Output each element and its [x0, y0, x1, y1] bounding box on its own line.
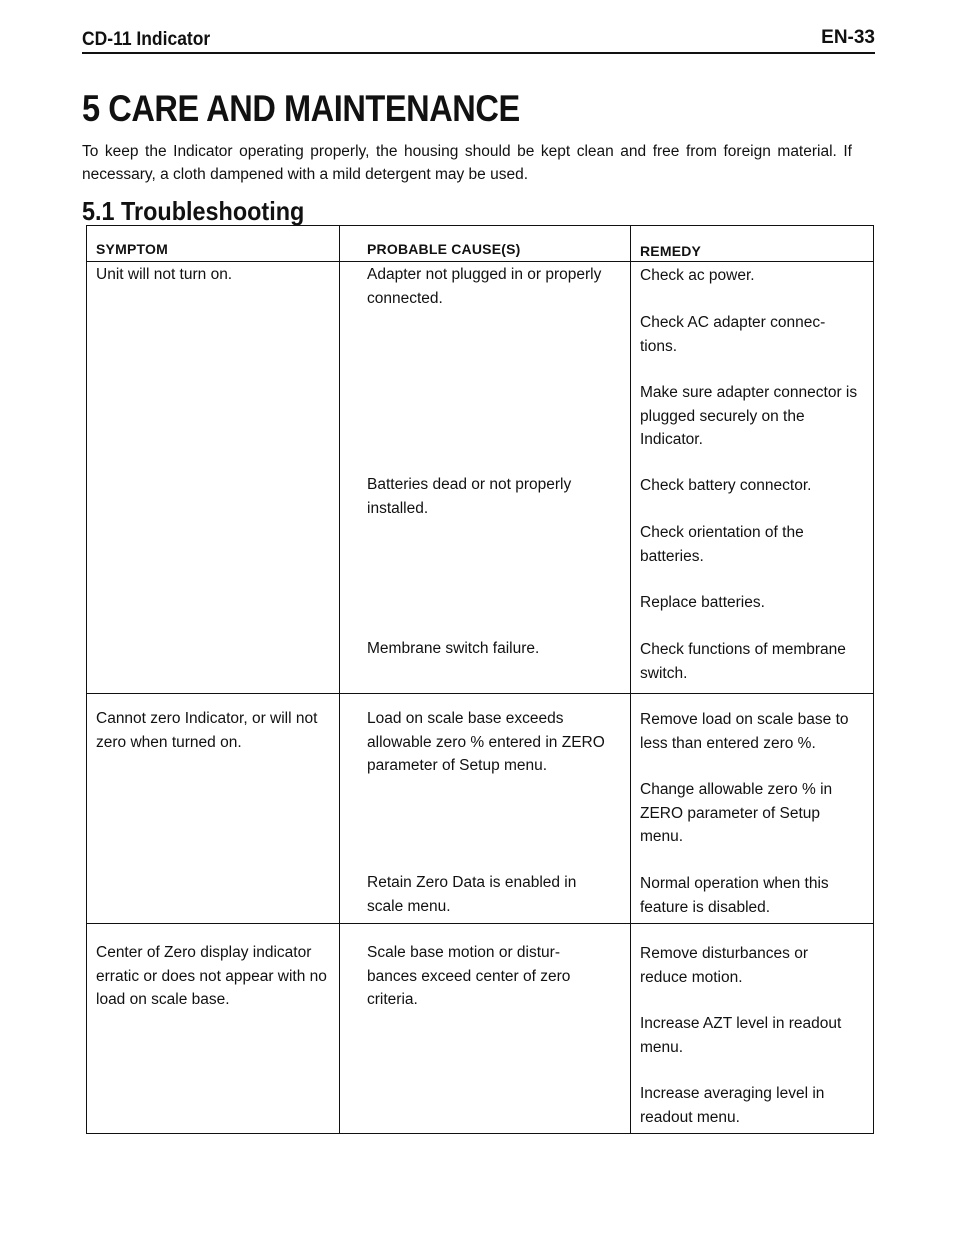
row1-remedy-4: Check battery connector. — [640, 477, 812, 494]
row1-remedy-2: Check AC adapter connec-tions. — [640, 314, 826, 355]
row1-cause-2: Batteries dead or not properly installed. — [367, 476, 572, 517]
row2-symptom: Cannot zero Indicator, or will not zero when turned on. — [96, 710, 318, 751]
row-divider — [87, 923, 873, 924]
row2-remedy-3: Normal operation when this feature is disabled. — [640, 875, 829, 916]
section-title: 5.1 Troubleshooting — [82, 196, 305, 226]
row1-remedy-3: Make sure adapter connector is plugged securely on the Indicator. — [640, 384, 858, 448]
header-divider — [87, 261, 873, 262]
intro-paragraph: To keep the Indicator operating properly, the housing should be kept clean and free from foreign material. If necessary, a cloth dampened with a mild detergent may be used. — [82, 143, 852, 183]
row2-remedy-2: Change allowable zero % in ZERO parameter of Setup menu. — [640, 781, 833, 845]
column-divider — [630, 226, 631, 1133]
row3-remedy-1: Remove disturbances or reduce motion. — [640, 945, 808, 986]
row2-cause-1: Load on scale base exceeds allowable zero % entered in ZERO parameter of Setup menu. — [367, 710, 605, 774]
row1-cause-3: Membrane switch failure. — [367, 640, 540, 657]
troubleshooting-table — [86, 225, 874, 1134]
row1-remedy-6: Replace batteries. — [640, 594, 765, 611]
page-header — [82, 24, 875, 54]
page-number: EN-33 — [821, 27, 875, 48]
row2-cause-2: Retain Zero Data is enabled in scale menu. — [367, 874, 577, 915]
row1-remedy-5: Check orientation of the batteries. — [640, 524, 804, 565]
chapter-title: 5 CARE AND MAINTENANCE — [82, 88, 520, 129]
row-divider — [87, 693, 873, 694]
column-divider — [339, 226, 340, 1133]
header-causes: PROBABLE CAUSE(S) — [367, 241, 521, 257]
row3-cause-1: Scale base motion or distur-bances exceed center of zero criteria. — [367, 944, 571, 1008]
row1-remedy-7: Check functions of membrane switch. — [640, 641, 846, 682]
row1-symptom: Unit will not turn on. — [96, 266, 233, 283]
header-symptom: SYMPTOM — [96, 241, 168, 257]
row3-remedy-2: Increase AZT level in readout menu. — [640, 1015, 842, 1056]
row3-symptom: Center of Zero display indicator erratic or does not appear with no load on scale base. — [96, 944, 327, 1008]
row3-remedy-3: Increase averaging level in readout menu. — [640, 1085, 825, 1126]
header-remedy: REMEDY — [640, 243, 702, 259]
document-title: CD-11 Indicator — [82, 29, 211, 50]
row1-cause-1: Adapter not plugged in or properly connected. — [367, 266, 602, 307]
row2-remedy-1: Remove load on scale base to less than entered zero %. — [640, 711, 849, 752]
row1-remedy-1: Check ac power. — [640, 267, 755, 284]
